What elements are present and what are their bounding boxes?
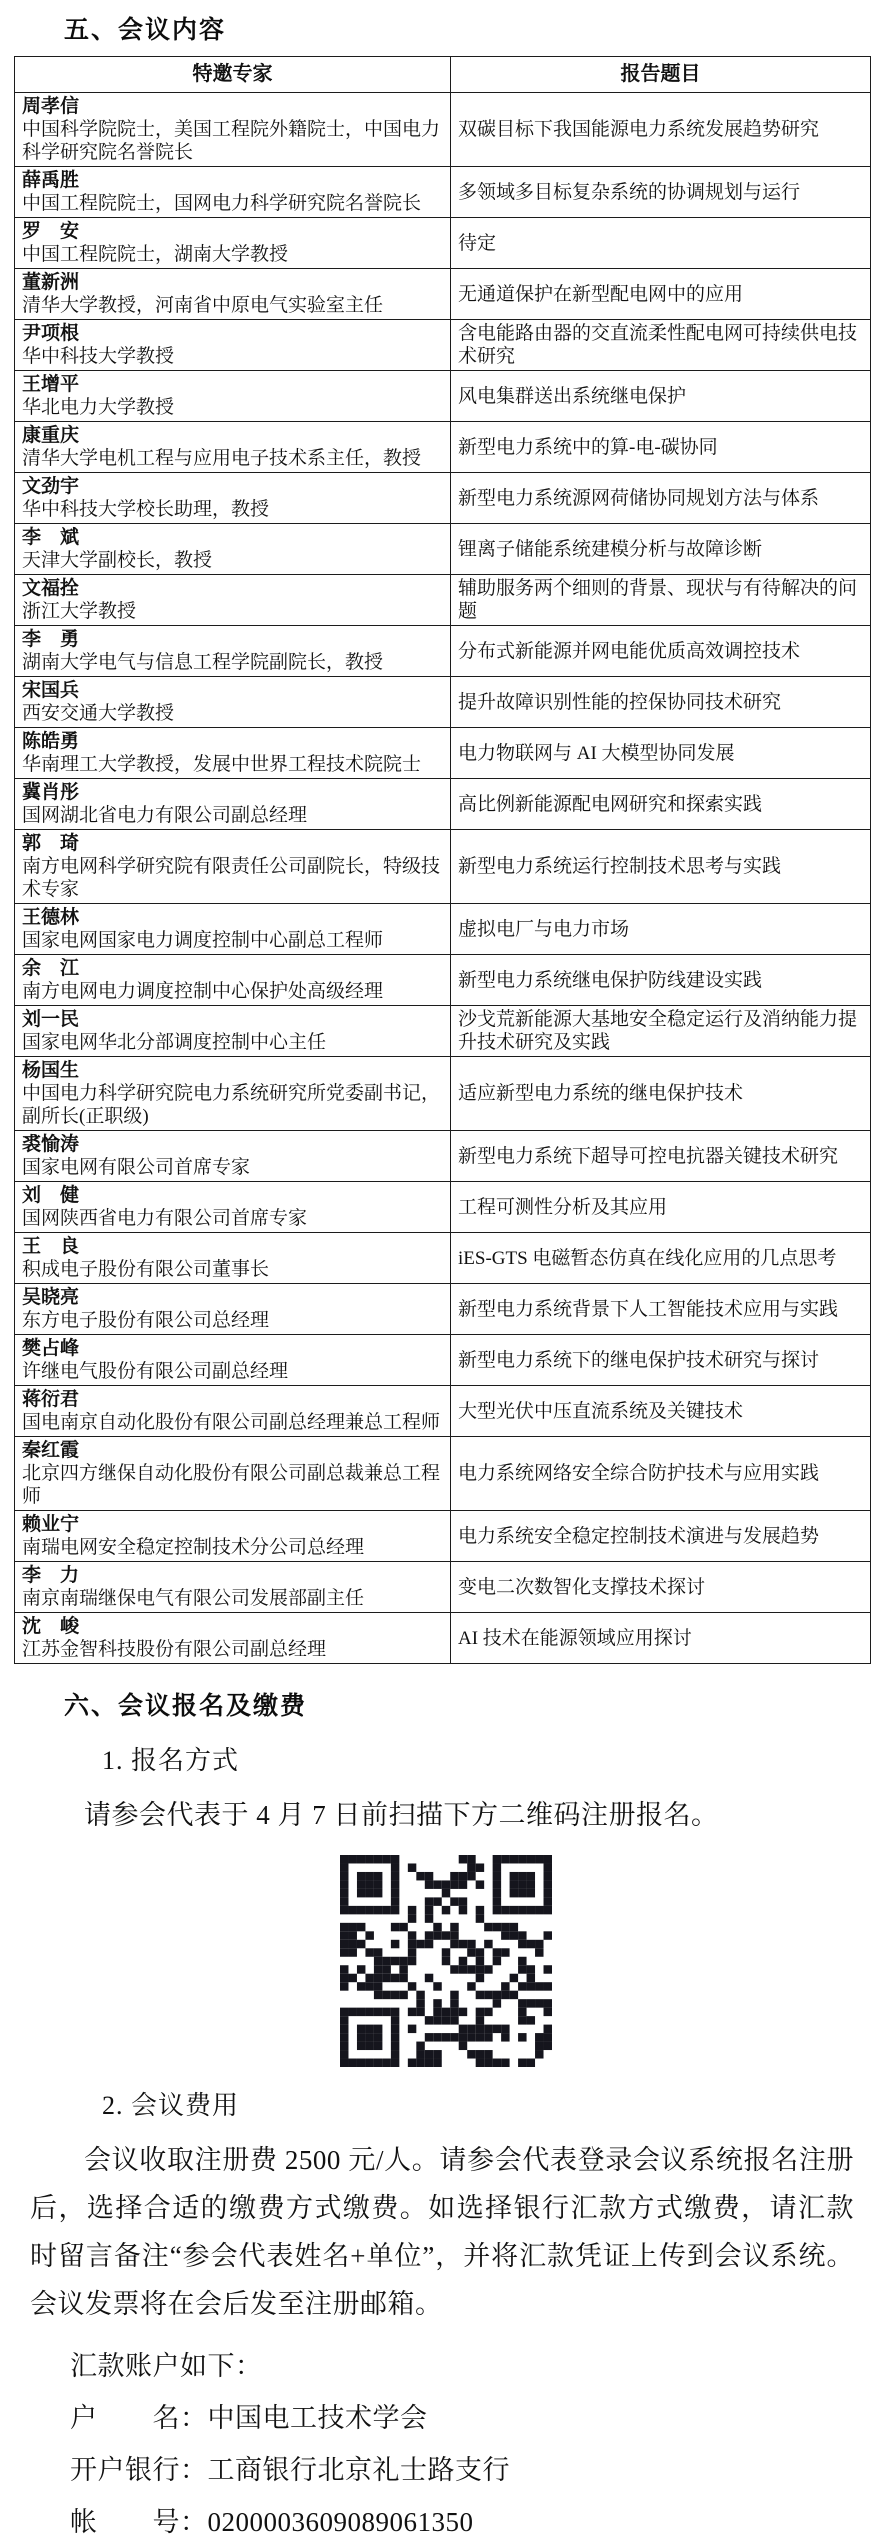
expert-name: 余 江 (22, 958, 80, 979)
report-topic: 电力物联网与 AI 大模型协同发展 (451, 728, 871, 779)
report-topic: 锂离子储能系统建模分析与故障诊断 (451, 524, 871, 575)
section-5-title: 五、会议内容 (64, 16, 227, 44)
report-topic: 新型电力系统背景下人工智能技术应用与实践 (451, 1284, 871, 1335)
account-name-value: 中国电工技术学会 (207, 2403, 428, 2433)
expert-affiliation: 国电南京自动化股份有限公司副总经理兼总工程师 (22, 1412, 441, 1433)
expert-name: 郭 琦 (22, 833, 80, 854)
table-row (15, 371, 871, 422)
expert-name: 薛禹胜 (22, 170, 80, 191)
bank-label: 开户银行： (70, 2455, 208, 2485)
expert-name: 陈皓勇 (22, 731, 80, 752)
expert-cell (15, 1182, 451, 1233)
expert-affiliation: 国家电网有限公司首席专家 (22, 1157, 251, 1178)
table-row (15, 524, 871, 575)
expert-affiliation: 积成电子股份有限公司董事长 (22, 1259, 270, 1280)
expert-cell (15, 1131, 451, 1182)
expert-name: 尹项根 (22, 323, 80, 344)
expert-cell (15, 1057, 451, 1131)
table-row (15, 320, 871, 371)
expert-name: 刘 健 (22, 1185, 80, 1206)
report-topic: 含电能路由器的交直流柔性配电网可持续供电技术研究 (451, 320, 871, 371)
expert-name: 康重庆 (22, 425, 80, 446)
expert-affiliation: 华北电力大学教授 (22, 397, 175, 418)
expert-affiliation: 国网湖北省电力有限公司副总经理 (22, 805, 308, 826)
expert-affiliation: 南方电网电力调度控制中心保护处高级经理 (22, 981, 384, 1002)
registration-block (30, 1740, 854, 2548)
table-row (15, 830, 871, 904)
subheading-registration-method: 1. 报名方式 (102, 1746, 240, 1775)
expert-affiliation: 国家电网华北分部调度控制中心主任 (22, 1032, 327, 1053)
report-topic: 电力系统网络安全综合防护技术与应用实践 (451, 1437, 871, 1511)
expert-affiliation: 中国工程院院士，湖南大学教授 (22, 244, 289, 265)
report-topic: 大型光伏中压直流系统及关键技术 (451, 1386, 871, 1437)
report-topic: 分布式新能源并网电能优质高效调控技术 (451, 626, 871, 677)
table-row (15, 1613, 871, 1664)
registration-instruction: 请参会代表于 4 月 7 日前扫描下方二维码注册报名。 (84, 1800, 719, 1830)
expert-cell (15, 218, 451, 269)
section-6-title: 六、会议报名及缴费 (64, 1692, 308, 1720)
expert-name: 冀肖彤 (22, 782, 80, 803)
table-row (15, 575, 871, 626)
expert-name: 樊占峰 (22, 1338, 80, 1359)
expert-cell (15, 1006, 451, 1057)
report-topic: 新型电力系统运行控制技术思考与实践 (451, 830, 871, 904)
expert-affiliation: 中国科学院院士，美国工程院外籍院士，中国电力科学研究院名誉院长 (22, 119, 441, 163)
account-number-line (70, 2496, 854, 2548)
table-row (15, 955, 871, 1006)
report-topic: 变电二次数智化支撑技术探讨 (451, 1562, 871, 1613)
expert-cell (15, 371, 451, 422)
fee-paragraph: 会议收取注册费 2500 元/人。请参会代表登录会议系统报名注册后，选择合适的缴费方式缴费。如选择银行汇款方式缴费，请汇款时留言备注“参会代表姓名+单位”，并将汇款凭证上传到会议系统。会议发票将在会后发至注册邮箱。 (30, 2145, 854, 2319)
expert-affiliation: 华中科技大学校长助理，教授 (22, 499, 270, 520)
table-header-row (15, 57, 871, 93)
expert-name: 杨国生 (22, 1060, 80, 1081)
expert-cell (15, 1284, 451, 1335)
report-topic: 待定 (451, 218, 871, 269)
expert-cell (15, 1511, 451, 1562)
expert-cell (15, 422, 451, 473)
expert-affiliation: 华南理工大学教授，发展中世界工程技术院院士 (22, 754, 422, 775)
expert-affiliation: 南方电网科学研究院有限责任公司副院长，特级技术专家 (22, 856, 441, 900)
table-row (15, 1284, 871, 1335)
report-topic: 高比例新能源配电网研究和探索实践 (451, 779, 871, 830)
expert-affiliation: 华中科技大学教授 (22, 346, 175, 367)
table-row (15, 728, 871, 779)
expert-cell (15, 830, 451, 904)
expert-affiliation: 清华大学教授，河南省中原电气实验室主任 (22, 295, 384, 316)
report-topic: 无通道保护在新型配电网中的应用 (451, 269, 871, 320)
expert-name: 秦红霞 (22, 1440, 80, 1461)
table-row (15, 779, 871, 830)
account-name-label: 户 名： (70, 2403, 208, 2433)
expert-cell (15, 904, 451, 955)
report-topic: 双碳目标下我国能源电力系统发展趋势研究 (451, 93, 871, 167)
expert-cell (15, 1613, 451, 1664)
table-row (15, 269, 871, 320)
expert-cell (15, 524, 451, 575)
report-topic: 电力系统安全稳定控制技术演进与发展趋势 (451, 1511, 871, 1562)
expert-name: 蒋衍君 (22, 1389, 80, 1410)
account-number-value: 0200003609089061350 (207, 2507, 474, 2537)
table-row (15, 1437, 871, 1511)
expert-name: 吴晓亮 (22, 1287, 80, 1308)
col-header-invited-experts: 特邀专家 (15, 57, 451, 93)
expert-affiliation: 南京南瑞继保电气有限公司发展部副主任 (22, 1588, 365, 1609)
report-topic: 新型电力系统中的算-电-碳协同 (451, 422, 871, 473)
expert-affiliation: 北京四方继保自动化股份有限公司副总裁兼总工程师 (22, 1463, 441, 1507)
expert-affiliation: 国家电网国家电力调度控制中心副总工程师 (22, 930, 384, 951)
table-row (15, 1233, 871, 1284)
report-topic: 工程可测性分析及其应用 (451, 1182, 871, 1233)
report-topic: AI 技术在能源领域应用探讨 (451, 1613, 871, 1664)
expert-affiliation: 浙江大学教授 (22, 601, 137, 622)
report-topic: 新型电力系统继电保护防线建设实践 (451, 955, 871, 1006)
expert-affiliation: 许继电气股份有限公司副总经理 (22, 1361, 289, 1382)
report-topic: 虚拟电厂与电力市场 (451, 904, 871, 955)
bank-value: 工商银行北京礼士路支行 (207, 2455, 510, 2485)
subheading-conference-fee: 2. 会议费用 (102, 2091, 240, 2120)
expert-cell (15, 575, 451, 626)
expert-cell (15, 320, 451, 371)
expert-name: 罗 安 (22, 221, 80, 242)
report-topic: 风电集群送出系统继电保护 (451, 371, 871, 422)
report-topic: 多领域多目标复杂系统的协调规划与运行 (451, 167, 871, 218)
table-row (15, 904, 871, 955)
table-row (15, 167, 871, 218)
expert-cell (15, 1386, 451, 1437)
table-row (15, 626, 871, 677)
expert-cell (15, 1562, 451, 1613)
expert-affiliation: 江苏金智科技股份有限公司副总经理 (22, 1639, 327, 1660)
report-topic: 新型电力系统下超导可控电抗器关键技术研究 (451, 1131, 871, 1182)
expert-cell (15, 626, 451, 677)
report-topic: 提升故障识别性能的控保协同技术研究 (451, 677, 871, 728)
table-row (15, 1511, 871, 1562)
expert-affiliation: 中国电力科学研究院电力系统研究所党委副书记，副所长(正职级) (22, 1083, 441, 1127)
expert-affiliation: 清华大学电机工程与应用电子技术系主任，教授 (22, 448, 422, 469)
expert-affiliation: 天津大学副校长，教授 (22, 550, 213, 571)
table-row (15, 218, 871, 269)
expert-cell (15, 473, 451, 524)
expert-name: 李 斌 (22, 527, 80, 548)
expert-name: 刘一民 (22, 1009, 80, 1030)
expert-name: 文劲宇 (22, 476, 80, 497)
table-row (15, 1562, 871, 1613)
table-row (15, 473, 871, 524)
expert-name: 王增平 (22, 374, 80, 395)
report-topic: 新型电力系统源网荷储协同规划方法与体系 (451, 473, 871, 524)
expert-name: 李 勇 (22, 629, 80, 650)
expert-name: 宋国兵 (22, 680, 80, 701)
report-topic: 辅助服务两个细则的背景、现状与有待解决的问题 (451, 575, 871, 626)
report-topic: 新型电力系统下的继电保护技术研究与探讨 (451, 1335, 871, 1386)
expert-name: 王 良 (22, 1236, 80, 1257)
remittance-account-intro: 汇款账户如下： (70, 2351, 263, 2381)
expert-name: 李 力 (22, 1565, 80, 1586)
experts-table (14, 56, 871, 1664)
table-row (15, 1335, 871, 1386)
report-topic: 沙戈荒新能源大基地安全稳定运行及消纳能力提升技术研究及实践 (451, 1006, 871, 1057)
table-row (15, 1386, 871, 1437)
col-header-report-title: 报告题目 (451, 57, 871, 93)
table-row (15, 1057, 871, 1131)
expert-name: 周孝信 (22, 96, 80, 117)
expert-name: 文福拴 (22, 578, 80, 599)
expert-cell (15, 1233, 451, 1284)
expert-affiliation: 国网陕西省电力有限公司首席专家 (22, 1208, 308, 1229)
table-row (15, 93, 871, 167)
table-row (15, 1006, 871, 1057)
expert-affiliation: 西安交通大学教授 (22, 703, 175, 724)
expert-cell (15, 269, 451, 320)
expert-name: 裘愉涛 (22, 1134, 80, 1155)
expert-affiliation: 中国工程院院士，国网电力科学研究院名誉院长 (22, 193, 422, 214)
expert-name: 沈 峻 (22, 1616, 80, 1637)
expert-cell (15, 677, 451, 728)
expert-name: 董新洲 (22, 272, 80, 293)
expert-name: 王德林 (22, 907, 80, 928)
expert-cell (15, 1335, 451, 1386)
report-topic: 适应新型电力系统的继电保护技术 (451, 1057, 871, 1131)
bank-line (70, 2444, 854, 2496)
expert-cell (15, 955, 451, 1006)
account-number-label: 帐 号： (70, 2507, 208, 2537)
qr-code (340, 1855, 552, 2067)
expert-affiliation: 东方电子股份有限公司总经理 (22, 1310, 270, 1331)
expert-cell (15, 93, 451, 167)
expert-name: 赖业宁 (22, 1514, 80, 1535)
table-row (15, 1131, 871, 1182)
table-row (15, 677, 871, 728)
table-row (15, 1182, 871, 1233)
expert-cell (15, 1437, 451, 1511)
expert-affiliation: 南瑞电网安全稳定控制技术分公司总经理 (22, 1537, 365, 1558)
table-row (15, 422, 871, 473)
expert-cell (15, 167, 451, 218)
expert-affiliation: 湖南大学电气与信息工程学院副院长，教授 (22, 652, 384, 673)
expert-cell (15, 779, 451, 830)
account-name-line (70, 2392, 854, 2444)
report-topic: iES-GTS 电磁暂态仿真在线化应用的几点思考 (451, 1233, 871, 1284)
expert-cell (15, 728, 451, 779)
